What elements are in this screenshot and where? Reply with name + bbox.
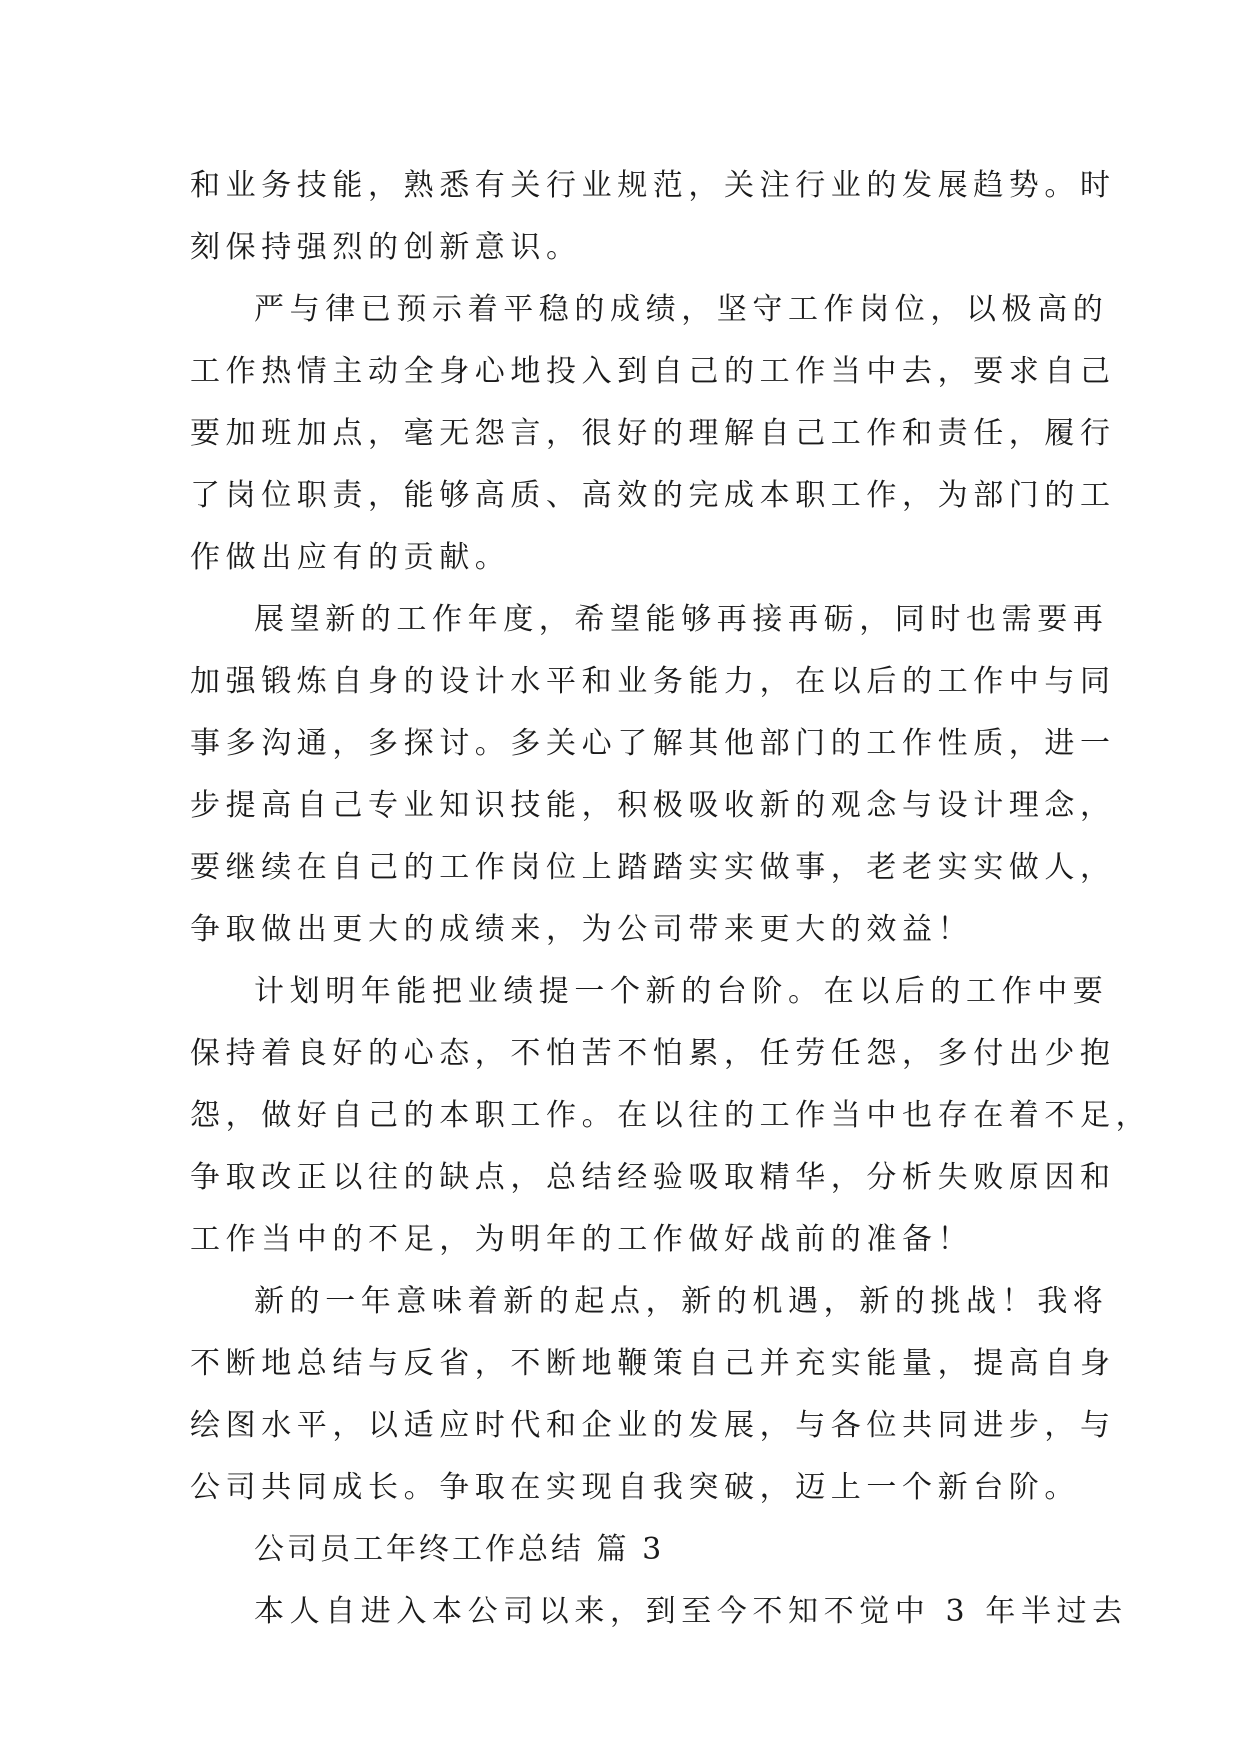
body-line: 争取做出更大的成绩来，为公司带来更大的效益！: [190, 912, 974, 947]
paragraph-first-line: 本人自进入本公司以来，到至今不知不觉中 3 年半过去: [254, 1594, 1128, 1629]
body-line: 要加班加点，毫无怨言，很好的理解自己工作和责任，履行: [190, 416, 1116, 451]
body-line: 保持着良好的心态，不怕苦不怕累，任劳任怨，多付出少抱: [190, 1036, 1116, 1071]
paragraph-first-line: 新的一年意味着新的起点，新的机遇，新的挑战！我将: [254, 1284, 1109, 1319]
body-line: 事多沟通，多探讨。多关心了解其他部门的工作性质，进一: [190, 726, 1116, 761]
body-line: 不断地总结与反省，不断地鞭策自己并充实能量，提高自身: [190, 1346, 1116, 1381]
body-line: 步提高自己专业知识技能，积极吸收新的观念与设计理念，: [190, 788, 1116, 823]
body-line: 怨，做好自己的本职工作。在以往的工作当中也存在着不足，: [190, 1098, 1152, 1133]
body-line: 工作当中的不足，为明年的工作做好战前的准备！: [190, 1222, 974, 1257]
body-line: 争取改正以往的缺点，总结经验吸取精华，分析失败原因和: [190, 1160, 1116, 1195]
paragraph-first-line: 严与律已预示着平稳的成绩，坚守工作岗位，以极高的: [254, 292, 1109, 327]
body-line: 工作热情主动全身心地投入到自己的工作当中去，要求自己: [190, 354, 1116, 389]
body-line: 刻保持强烈的创新意识。: [190, 230, 582, 265]
body-line: 要继续在自己的工作岗位上踏踏实实做事，老老实实做人，: [190, 850, 1116, 885]
body-line: 公司共同成长。争取在实现自我突破，迈上一个新台阶。: [190, 1470, 1080, 1505]
document-body: [190, 155, 1152, 1643]
body-line: 绘图水平，以适应时代和企业的发展，与各位共同进步，与: [190, 1408, 1116, 1443]
body-line: 和业务技能，熟悉有关行业规范，关注行业的发展趋势。时: [190, 168, 1116, 203]
body-line: 作做出应有的贡献。: [190, 540, 511, 575]
body-line: 了岗位职责，能够高质、高效的完成本职工作，为部门的工: [190, 478, 1116, 513]
body-line: 加强锻炼自身的设计水平和业务能力，在以后的工作中与同: [190, 664, 1116, 699]
paragraph-first-line: 计划明年能把业绩提一个新的台阶。在以后的工作中要: [254, 974, 1109, 1009]
paragraph-first-line: 展望新的工作年度，希望能够再接再砺，同时也需要再: [254, 602, 1109, 637]
section-heading: 公司员工年终工作总结 篇 3: [254, 1532, 665, 1567]
